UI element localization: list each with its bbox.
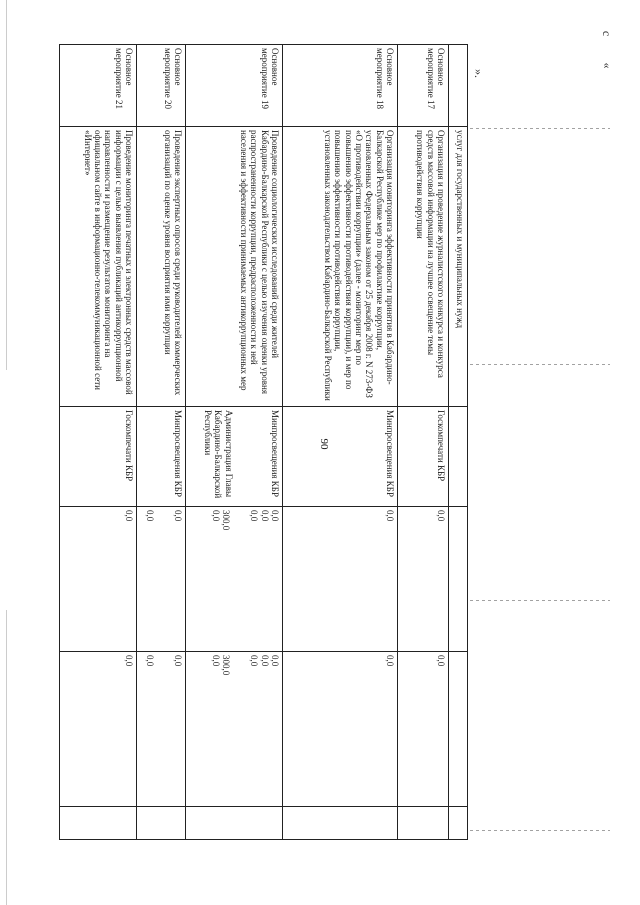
scan-dash-line (470, 830, 610, 831)
table-row (449, 45, 468, 840)
measure-executor: Минпросвещения КБР (270, 410, 280, 497)
scan-margin-line (6, 610, 7, 905)
measure-executor: Госкомпечати КБР (60, 407, 137, 507)
value: 300,0 (220, 510, 231, 531)
value: 0,0 (124, 655, 134, 667)
table-row (283, 45, 398, 840)
measure-label: Основное мероприятие 19 (186, 45, 283, 127)
value: 0,0 (270, 510, 280, 522)
value: 0,0 (210, 655, 221, 667)
value-cell (60, 652, 137, 807)
measure-executor-cell (186, 407, 283, 507)
table-row (186, 45, 283, 840)
measures-table (59, 44, 468, 840)
margin-mark: ». (472, 69, 486, 78)
value: 0,0 (144, 655, 155, 667)
measure-label: Основное мероприятие 18 (283, 45, 398, 127)
table-row (60, 45, 137, 840)
value: 0,0 (173, 510, 183, 522)
margin-mark: « (600, 62, 615, 69)
page-number: 90 (318, 438, 330, 450)
value: 0,0 (144, 510, 155, 522)
scan-dash-line (470, 364, 610, 365)
table-cell (137, 807, 186, 840)
value-cell (137, 507, 186, 652)
value-cell (186, 507, 283, 652)
table-cell (449, 407, 468, 507)
measure-executor: Администрация Главы Кабардино-Балкарской Республики (202, 410, 234, 499)
table-row (398, 45, 449, 840)
value-cell (283, 507, 398, 652)
value-cell (137, 652, 186, 807)
measure-description: Проведение мониторинга печатных и электронных средств массовой информации с целью выявления публикаций антикоррупционной направленности и размещение результатов мониторинга на официальном сайте в информационно-телекоммуникационной сети «Интернет» (60, 127, 137, 407)
measure-label: Основное мероприятие 17 (398, 45, 449, 127)
value: 300,0 (220, 655, 231, 676)
measure-description: Организация мониторинга эффективности принятия в Кабардино-Балкарской Республике мер по профилактике коррупции, установленных Федеральным законом от 25 декабря 2008 г. N 273-ФЗ «О противодействии коррупции» (далее - мониторинг мер по повышению эффективности противодействия коррупции), и мер по повышению эффективности противодействия коррупции, установленных законодательством Кабардино-Балкарской Республики (283, 127, 398, 407)
table-cell (283, 807, 398, 840)
value: 0,0 (173, 655, 183, 667)
measure-description: Проведение экспертных опросов среди руководителей коммерческих организаций по оценке уровня восприятия ими коррупции (137, 127, 186, 407)
scan-dash-line (470, 600, 610, 601)
value: 0,0 (249, 510, 260, 522)
scan-dash-line (470, 128, 610, 129)
value: 0,0 (436, 510, 446, 522)
measure-executor: Минпросвещения КБР (137, 407, 186, 507)
scan-margin-line (6, 0, 7, 370)
value-cell (398, 652, 449, 807)
measure-label: Основное мероприятие 20 (137, 45, 186, 127)
measure-description: Организация и проведение журналистского конкурса и конкурса средств массовой информации на лучшее освещение темы противодействия коррупции (398, 127, 449, 407)
table-cell (60, 807, 137, 840)
value: 0,0 (249, 655, 260, 667)
value-cell (283, 652, 398, 807)
value: 0,0 (385, 510, 395, 522)
table-cell (449, 507, 468, 652)
table-cell (449, 807, 468, 840)
value: 0,0 (210, 510, 221, 522)
table-cell (398, 807, 449, 840)
measure-label: Основное мероприятие 21 (60, 45, 137, 127)
measure-executor: Госкомпечати КБР (398, 407, 449, 507)
value: 0,0 (436, 655, 446, 667)
rotated-table-wrapper (82, 44, 468, 839)
table-cell (449, 652, 468, 807)
table-cell (186, 807, 283, 840)
measure-executor: Минпросвещения КБР (283, 407, 398, 507)
value-cell (186, 652, 283, 807)
value: 0,0 (385, 655, 395, 667)
measure-description: Проведение социологических исследований среди жителей Кабардино-Балкарской Республики с целью изучения оценки уровня распространенности коррупции, предрасположенности к ней населения и эффективности принимаемых антикоррупционных мер (186, 127, 283, 407)
header-continuation: услуг для государственных и муниципальных нужд (449, 127, 468, 407)
table-cell (449, 45, 468, 127)
value: 0,0 (270, 655, 280, 667)
value-cell (60, 507, 137, 652)
table-row (137, 45, 186, 840)
value: 0,0 (124, 510, 134, 522)
margin-mark: с (600, 30, 615, 37)
value: 0,0 (259, 655, 270, 667)
value: 0,0 (259, 510, 270, 522)
value-cell (398, 507, 449, 652)
